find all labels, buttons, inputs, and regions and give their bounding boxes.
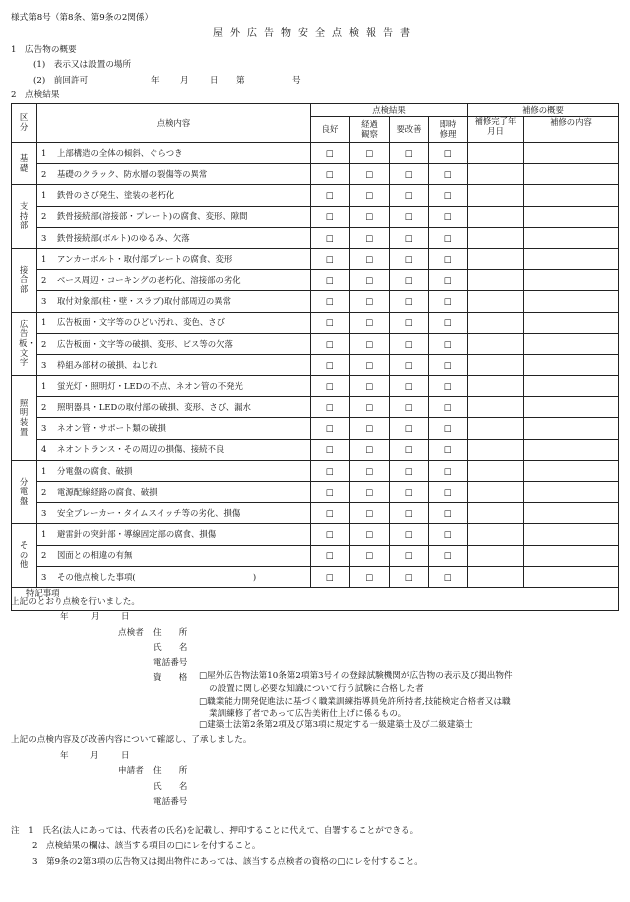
- checkbox-improve[interactable]: □: [390, 524, 429, 545]
- permit-month-label: 月: [180, 76, 189, 86]
- checkbox-immediate[interactable]: □: [429, 291, 468, 312]
- repair-content-field[interactable]: [524, 524, 619, 545]
- header-repair-content: 補修の内容: [524, 117, 619, 143]
- checkbox-good[interactable]: □: [311, 164, 350, 185]
- checkbox-monitor[interactable]: □: [350, 545, 390, 566]
- checkbox-improve[interactable]: □: [390, 312, 429, 333]
- item-text: 取付対象部(柱・壁・スラブ)取付部周辺の異常: [57, 296, 232, 307]
- note-3: 3 第9条の2第3項の広告物又は掲出物件にあっては、該当する点検者の資格の□にレを付すること。: [32, 857, 423, 867]
- table-row: [12, 439, 619, 460]
- checkbox-improve[interactable]: □: [390, 270, 429, 291]
- repair-content-field[interactable]: [524, 206, 619, 227]
- inspector-name-label: 氏 名: [153, 643, 188, 653]
- permit-day-label: 日: [210, 76, 219, 86]
- repair-content-field[interactable]: [524, 270, 619, 291]
- category-label: その他: [19, 540, 29, 570]
- inspector-qualification-label: 資 格: [153, 673, 188, 683]
- inspector-address-label: 住 所: [153, 628, 188, 638]
- confirmation-day-label: 日: [121, 751, 130, 761]
- checkbox-immediate[interactable]: □: [429, 418, 468, 439]
- category-label: 分電盤: [19, 476, 29, 506]
- checkbox-improve[interactable]: □: [390, 418, 429, 439]
- repair-date-field[interactable]: [468, 354, 524, 375]
- item-cell: [37, 333, 311, 354]
- header-repair-date: 補修完了年月日: [468, 117, 524, 143]
- item-text: その他点検した事項( ): [57, 571, 257, 582]
- checkbox-immediate[interactable]: □: [429, 185, 468, 206]
- item-cell: [37, 439, 311, 460]
- item-text: 鉄骨接続部(溶接部・プレート)の腐食、変形、隙間: [57, 211, 248, 222]
- header-good: 良好: [311, 117, 350, 143]
- item-text: アンカーボルト・取付部プレートの腐食、変形: [57, 253, 233, 264]
- table-row: [12, 418, 619, 439]
- item-text: 電源配線経路の腐食、破損: [57, 486, 158, 497]
- checkbox-monitor[interactable]: □: [350, 397, 390, 418]
- remarks-field[interactable]: 特記事項: [12, 587, 619, 610]
- item-cell: [37, 185, 311, 206]
- repair-date-field[interactable]: [468, 418, 524, 439]
- item-number: 1: [41, 465, 47, 476]
- table-row: [12, 227, 619, 248]
- checkbox-immediate[interactable]: □: [429, 482, 468, 503]
- item-cell: [37, 524, 311, 545]
- checkbox-good[interactable]: □: [311, 397, 350, 418]
- checkbox-good[interactable]: □: [311, 227, 350, 248]
- category-label: 基礎: [19, 153, 29, 173]
- repair-content-field[interactable]: [524, 376, 619, 397]
- item-text: 分電盤の腐食、破損: [57, 465, 133, 476]
- checkbox-improve[interactable]: □: [390, 566, 429, 587]
- permit-year-label: 年: [151, 76, 160, 86]
- repair-date-field[interactable]: [468, 291, 524, 312]
- inspection-month-label: 月: [91, 612, 100, 622]
- checkbox-monitor[interactable]: □: [350, 503, 390, 524]
- item-text: 図面との相違の有無: [57, 550, 133, 561]
- item-number: 2: [41, 402, 47, 413]
- item-number: 1: [41, 253, 47, 264]
- repair-date-field[interactable]: [468, 482, 524, 503]
- qualification-option-2-cont: 業訓練修了者であって広告美術仕上げに係るもの。: [209, 709, 407, 719]
- checkbox-improve[interactable]: □: [390, 185, 429, 206]
- table-row: [12, 333, 619, 354]
- checkbox-monitor[interactable]: □: [350, 376, 390, 397]
- item-number: 3: [41, 508, 47, 519]
- item-text: 広告板面・文字等の破損、変形、ビス等の欠落: [57, 338, 233, 349]
- checkbox-monitor[interactable]: □: [350, 482, 390, 503]
- table-row: [12, 185, 619, 206]
- item-number: 3: [41, 571, 47, 582]
- item-cell: [37, 503, 311, 524]
- item-cell: [37, 566, 311, 587]
- item-text: ベース周辺・コーキングの老朽化、溶接部の劣化: [57, 274, 241, 285]
- checkbox-immediate[interactable]: □: [429, 164, 468, 185]
- table-row: [12, 143, 619, 164]
- repair-date-field[interactable]: [468, 270, 524, 291]
- category-cell: [12, 376, 37, 461]
- item-number: 3: [41, 296, 47, 307]
- item-text: 蛍光灯・照明灯・LEDの不点、ネオン管の不発光: [57, 380, 243, 391]
- checkbox-good[interactable]: □: [311, 439, 350, 460]
- item-cell: [37, 291, 311, 312]
- checkbox-monitor[interactable]: □: [350, 206, 390, 227]
- repair-content-field[interactable]: [524, 503, 619, 524]
- repair-date-field[interactable]: [468, 333, 524, 354]
- repair-date-field[interactable]: [468, 312, 524, 333]
- qualification-option-1[interactable]: □屋外広告物法第10条第2項第3号イの登録試験機関が広告物の表示及び掲出物件: [199, 671, 513, 681]
- checkbox-good[interactable]: □: [311, 206, 350, 227]
- confirmation-year-label: 年: [60, 751, 69, 761]
- checkbox-immediate[interactable]: □: [429, 503, 468, 524]
- checkbox-good[interactable]: □: [311, 376, 350, 397]
- qualification-option-3[interactable]: □建築士法第2条第2項及び第3項に規定する一級建築士及び二級建築士: [199, 720, 473, 730]
- item-cell: [37, 143, 311, 164]
- repair-date-field[interactable]: [468, 460, 524, 481]
- checkbox-immediate[interactable]: □: [429, 143, 468, 164]
- repair-date-field[interactable]: [468, 185, 524, 206]
- checkbox-monitor[interactable]: □: [350, 312, 390, 333]
- checkbox-good[interactable]: □: [311, 354, 350, 375]
- item-cell: [37, 354, 311, 375]
- repair-date-field[interactable]: [468, 439, 524, 460]
- repair-content-field[interactable]: [524, 312, 619, 333]
- repair-date-field[interactable]: [468, 545, 524, 566]
- item-text: 安全ブレーカー・タイムスイッチ等の劣化、損傷: [57, 508, 241, 519]
- item-number: 4: [41, 444, 47, 455]
- category-cell: [12, 143, 37, 185]
- item-cell: [37, 164, 311, 185]
- checkbox-good[interactable]: □: [311, 185, 350, 206]
- item-number: 2: [41, 550, 47, 561]
- item-number: 2: [41, 274, 47, 285]
- header-immediate: 即時修理: [429, 117, 468, 143]
- checkbox-good[interactable]: □: [311, 503, 350, 524]
- table-row: [12, 566, 619, 587]
- confirmation-month-label: 月: [90, 751, 99, 761]
- checkbox-improve[interactable]: □: [390, 227, 429, 248]
- item-number: 1: [41, 190, 47, 201]
- item-number: 2: [41, 338, 47, 349]
- checkbox-monitor[interactable]: □: [350, 418, 390, 439]
- category-label: 広告板・文字: [19, 318, 36, 368]
- checkbox-improve[interactable]: □: [390, 503, 429, 524]
- location-label: (1) 表示又は設置の場所: [33, 60, 132, 70]
- checkbox-improve[interactable]: □: [390, 439, 429, 460]
- checkbox-immediate[interactable]: □: [429, 524, 468, 545]
- permit-number-suffix: 号: [292, 76, 301, 86]
- checkbox-immediate[interactable]: □: [429, 227, 468, 248]
- category-label: 接合部: [19, 264, 29, 295]
- repair-content-field[interactable]: [524, 333, 619, 354]
- item-cell: [37, 206, 311, 227]
- item-number: 1: [41, 147, 47, 158]
- table-row: [12, 376, 619, 397]
- applicant-phone-label: 電話番号: [153, 797, 188, 807]
- category-cell: [12, 185, 37, 249]
- checkbox-monitor[interactable]: □: [350, 439, 390, 460]
- qualification-option-1-cont: の設置に関し必要な知識について行う試験に合格した者: [209, 684, 424, 694]
- qualification-option-2[interactable]: □職業能力開発促進法に基づく職業訓練指導員免許所持者,技能検定合格者又は職: [199, 697, 511, 707]
- item-number: 1: [41, 529, 47, 540]
- repair-date-field[interactable]: [468, 524, 524, 545]
- form-number: 様式第8号（第8条、第9条の2関係）: [11, 13, 154, 23]
- item-cell: [37, 418, 311, 439]
- repair-content-field[interactable]: [524, 248, 619, 269]
- checkbox-immediate[interactable]: □: [429, 354, 468, 375]
- header-repair-group: 補修の概要: [468, 104, 619, 117]
- checkbox-improve[interactable]: □: [390, 482, 429, 503]
- repair-date-field[interactable]: [468, 227, 524, 248]
- header-monitor: 経過観察: [350, 117, 390, 143]
- table-row: [12, 354, 619, 375]
- checkbox-good[interactable]: □: [311, 460, 350, 481]
- table-row: [12, 291, 619, 312]
- item-cell: [37, 227, 311, 248]
- checkbox-immediate[interactable]: □: [429, 397, 468, 418]
- previous-permit-label: (2) 前回許可: [33, 76, 89, 86]
- item-text: ネオントランス・その周辺の損傷、接続不良: [57, 444, 225, 455]
- item-text: 避雷針の突針部・導線固定部の腐食、損傷: [57, 529, 217, 540]
- checkbox-monitor[interactable]: □: [350, 164, 390, 185]
- table-row: [12, 164, 619, 185]
- applicant-label: 申請者: [118, 766, 144, 776]
- item-text: 鉄骨のさび発生、塗装の老朽化: [57, 190, 175, 201]
- checkbox-good[interactable]: □: [311, 482, 350, 503]
- item-text: 鉄骨接続部(ボルト)のゆるみ、欠落: [57, 232, 190, 243]
- checkbox-immediate[interactable]: □: [429, 248, 468, 269]
- repair-content-field[interactable]: [524, 397, 619, 418]
- repair-content-field[interactable]: [524, 227, 619, 248]
- repair-content-field[interactable]: [524, 291, 619, 312]
- inspection-table: [11, 103, 619, 611]
- page-title: 屋外広告物安全点検報告書: [213, 28, 417, 39]
- applicant-name-label: 氏 名: [153, 782, 188, 792]
- repair-content-field[interactable]: [524, 143, 619, 164]
- checkbox-good[interactable]: □: [311, 291, 350, 312]
- item-cell: [37, 376, 311, 397]
- permit-number-prefix: 第: [236, 76, 245, 86]
- checkbox-improve[interactable]: □: [390, 164, 429, 185]
- item-cell: [37, 545, 311, 566]
- checkbox-monitor[interactable]: □: [350, 333, 390, 354]
- category-label: 支持部: [19, 201, 29, 231]
- repair-content-field[interactable]: [524, 185, 619, 206]
- checkbox-improve[interactable]: □: [390, 376, 429, 397]
- item-number: 3: [41, 232, 47, 243]
- item-text: 上部構造の全体の傾斜、ぐらつき: [57, 147, 183, 158]
- item-number: 2: [41, 211, 47, 222]
- checkbox-immediate[interactable]: □: [429, 206, 468, 227]
- checkbox-immediate[interactable]: □: [429, 333, 468, 354]
- repair-content-field[interactable]: [524, 439, 619, 460]
- checkbox-good[interactable]: □: [311, 143, 350, 164]
- item-cell: [37, 312, 311, 333]
- header-content: 点検内容: [37, 104, 311, 143]
- item-text: 広告板面・文字等のひどい汚れ、変色、さび: [57, 317, 226, 328]
- item-text: 枠組み部材の破損、ねじれ: [57, 359, 158, 370]
- checkbox-improve[interactable]: □: [390, 333, 429, 354]
- applicant-address-label: 住 所: [153, 766, 188, 776]
- item-number: 3: [41, 359, 47, 370]
- checkbox-immediate[interactable]: □: [429, 376, 468, 397]
- checkbox-improve[interactable]: □: [390, 291, 429, 312]
- category-cell: [12, 248, 37, 312]
- repair-date-field[interactable]: [468, 566, 524, 587]
- inspection-day-label: 日: [121, 612, 130, 622]
- checkbox-good[interactable]: □: [311, 333, 350, 354]
- repair-date-field[interactable]: [468, 503, 524, 524]
- checkbox-immediate[interactable]: □: [429, 566, 468, 587]
- item-cell: [37, 270, 311, 291]
- table-row: [12, 482, 619, 503]
- checkbox-good[interactable]: □: [311, 545, 350, 566]
- category-cell: [12, 312, 37, 376]
- checkbox-improve[interactable]: □: [390, 354, 429, 375]
- repair-date-field[interactable]: [468, 248, 524, 269]
- repair-content-field[interactable]: [524, 354, 619, 375]
- checkbox-improve[interactable]: □: [390, 248, 429, 269]
- inspector-phone-label: 電話番号: [153, 658, 188, 668]
- checkbox-monitor[interactable]: □: [350, 460, 390, 481]
- checkbox-good[interactable]: □: [311, 418, 350, 439]
- repair-content-field[interactable]: [524, 164, 619, 185]
- item-number: 1: [41, 380, 47, 391]
- repair-date-field[interactable]: [468, 206, 524, 227]
- checkbox-monitor[interactable]: □: [350, 524, 390, 545]
- category-cell: [12, 524, 37, 588]
- inspector-label: 点検者: [118, 628, 144, 638]
- item-cell: [37, 482, 311, 503]
- checkbox-immediate[interactable]: □: [429, 270, 468, 291]
- table-row: [12, 460, 619, 481]
- table-row: [12, 503, 619, 524]
- header-category: 区分: [12, 104, 37, 143]
- note-1: 注 1 氏名(法人にあっては、代表者の氏名)を記載し、押印することに代えて、自署することができる。: [11, 826, 419, 836]
- checkbox-good[interactable]: □: [311, 270, 350, 291]
- section1-heading: 1 広告物の概要: [11, 45, 77, 55]
- item-number: 3: [41, 423, 47, 434]
- repair-date-field[interactable]: [468, 164, 524, 185]
- table-row: [12, 270, 619, 291]
- item-cell: [37, 397, 311, 418]
- table-row: [12, 397, 619, 418]
- item-number: 2: [41, 169, 47, 180]
- checkbox-monitor[interactable]: □: [350, 248, 390, 269]
- repair-content-field[interactable]: [524, 482, 619, 503]
- repair-date-field[interactable]: [468, 143, 524, 164]
- table-row: [12, 206, 619, 227]
- repair-content-field[interactable]: [524, 418, 619, 439]
- item-text: 基礎のクラック、防水層の裂傷等の異常: [57, 169, 208, 180]
- repair-date-field[interactable]: [468, 397, 524, 418]
- item-cell: [37, 248, 311, 269]
- inspection-statement: 上記のとおり点検を行いました。: [11, 597, 140, 607]
- header-improve: 要改善: [390, 117, 429, 143]
- checkbox-monitor[interactable]: □: [350, 566, 390, 587]
- checkbox-immediate[interactable]: □: [429, 460, 468, 481]
- checkbox-good[interactable]: □: [311, 524, 350, 545]
- checkbox-improve[interactable]: □: [390, 206, 429, 227]
- repair-content-field[interactable]: [524, 460, 619, 481]
- checkbox-improve[interactable]: □: [390, 397, 429, 418]
- repair-date-field[interactable]: [468, 376, 524, 397]
- category-label: 照明装置: [19, 397, 29, 437]
- checkbox-monitor[interactable]: □: [350, 227, 390, 248]
- checkbox-good[interactable]: □: [311, 312, 350, 333]
- item-text: ネオン管・サポート類の破損: [57, 423, 166, 434]
- checkbox-good[interactable]: □: [311, 566, 350, 587]
- checkbox-monitor[interactable]: □: [350, 143, 390, 164]
- item-number: 1: [41, 317, 47, 328]
- checkbox-monitor[interactable]: □: [350, 291, 390, 312]
- checkbox-monitor[interactable]: □: [350, 185, 390, 206]
- header-results-group: 点検結果: [311, 104, 468, 117]
- repair-content-field[interactable]: [524, 566, 619, 587]
- confirmation-statement: 上記の点検内容及び改善内容について確認し、了承しました。: [11, 735, 252, 745]
- checkbox-monitor[interactable]: □: [350, 270, 390, 291]
- checkbox-immediate[interactable]: □: [429, 312, 468, 333]
- table-row: [12, 545, 619, 566]
- checkbox-improve[interactable]: □: [390, 460, 429, 481]
- checkbox-monitor[interactable]: □: [350, 354, 390, 375]
- repair-content-field[interactable]: [524, 545, 619, 566]
- checkbox-immediate[interactable]: □: [429, 545, 468, 566]
- checkbox-improve[interactable]: □: [390, 143, 429, 164]
- section2-heading: 2 点検結果: [11, 90, 60, 100]
- item-cell: [37, 460, 311, 481]
- table-row: [12, 312, 619, 333]
- checkbox-immediate[interactable]: □: [429, 439, 468, 460]
- note-2: 2 点検結果の欄は、該当する項目の□にレを付すること。: [32, 841, 261, 851]
- checkbox-improve[interactable]: □: [390, 545, 429, 566]
- item-text: 照明器具・LEDの取付部の破損、変形、さび、漏水: [57, 402, 251, 413]
- table-row: [12, 248, 619, 269]
- checkbox-good[interactable]: □: [311, 248, 350, 269]
- inspection-year-label: 年: [60, 612, 69, 622]
- item-number: 2: [41, 486, 47, 497]
- table-row: [12, 524, 619, 545]
- category-cell: [12, 460, 37, 524]
